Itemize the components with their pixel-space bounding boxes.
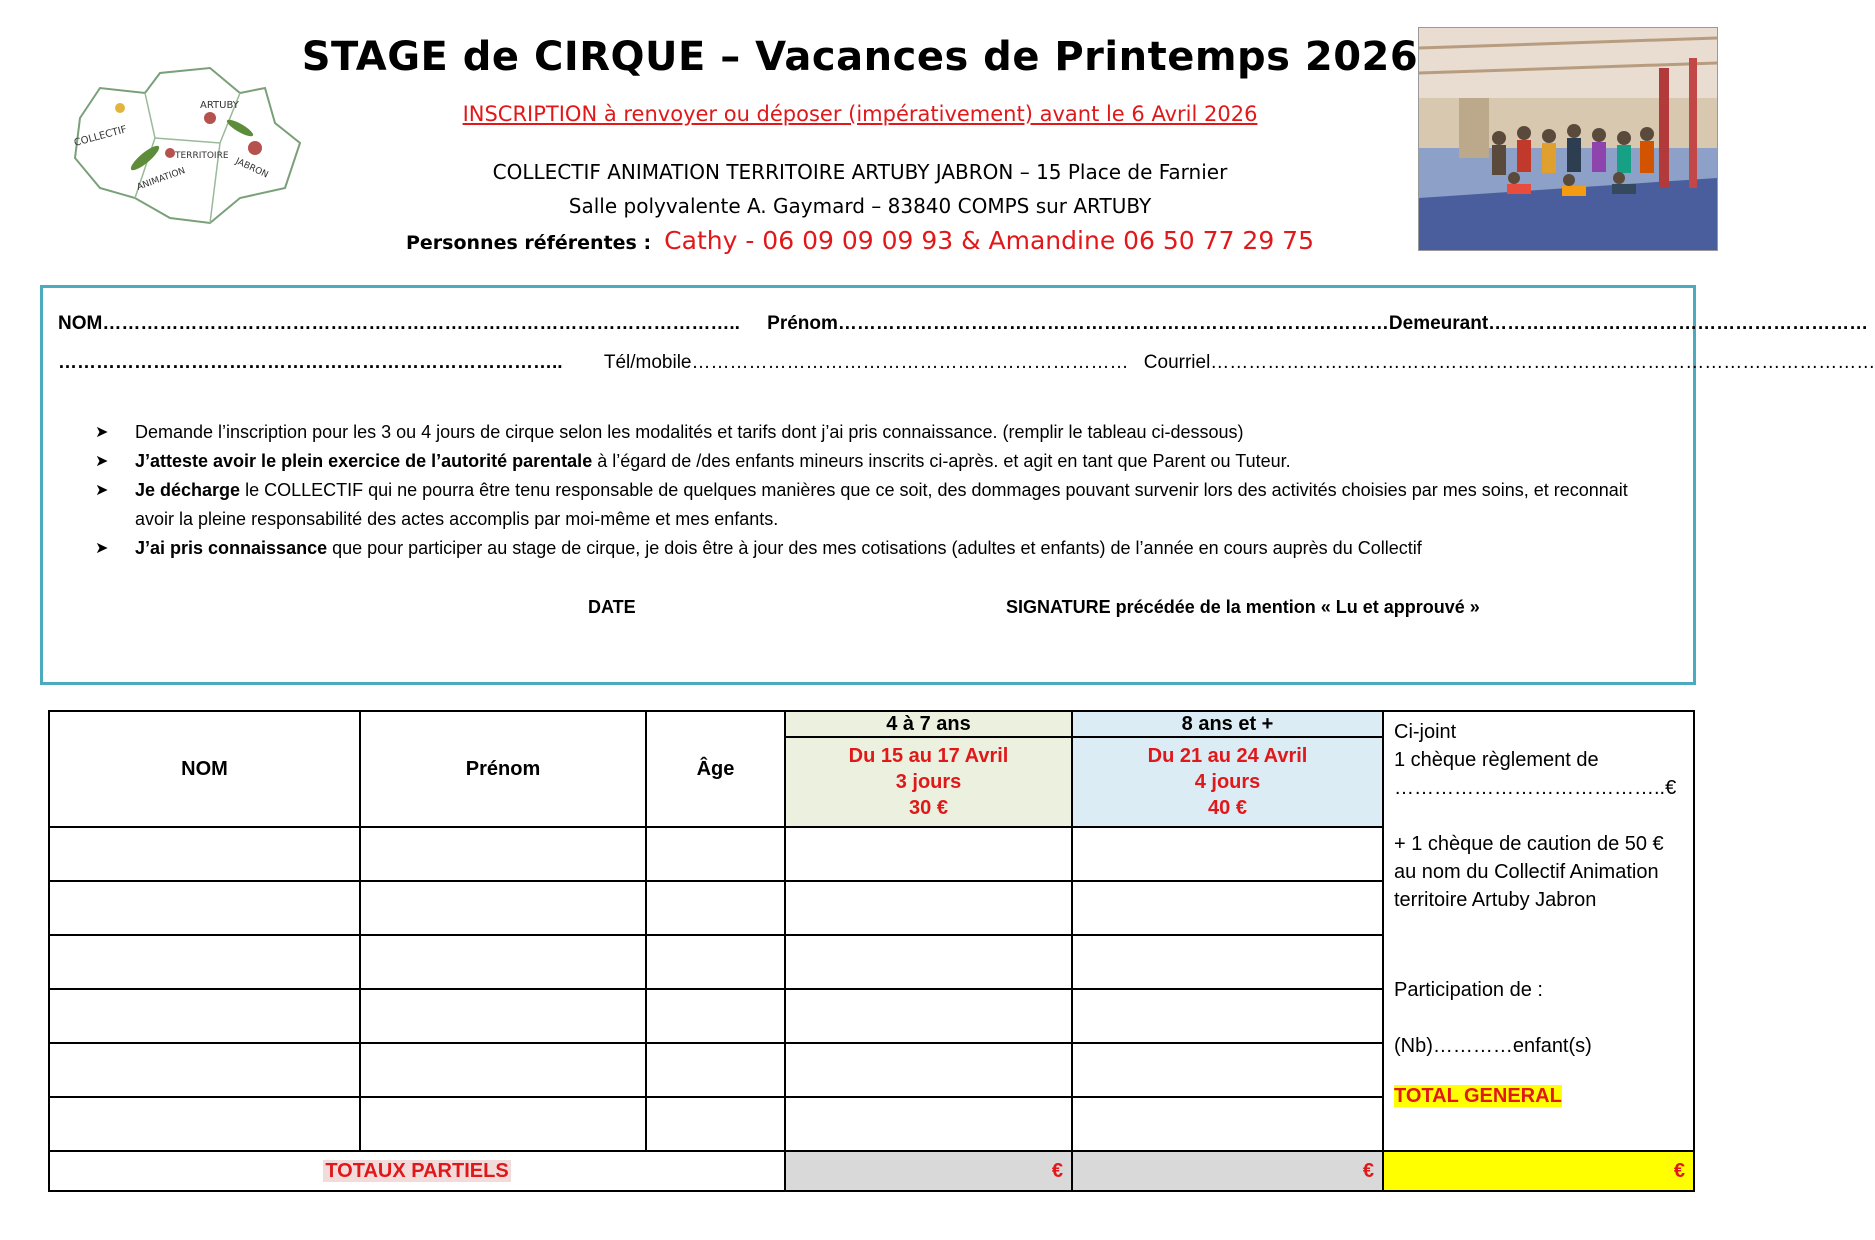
child-prenom-cell[interactable] <box>360 935 646 989</box>
payment-info-panel <box>1383 711 1694 1151</box>
child-prenom-cell[interactable] <box>360 881 646 935</box>
totaux-partiels-label: TOTAUX PARTIELS <box>325 1159 509 1182</box>
session-2-subtotal[interactable]: € <box>1072 1151 1383 1191</box>
declaration-bold: J’ai pris connaissance <box>135 538 328 558</box>
deadline-notice: INSCRIPTION à renvoyer ou déposer (impérativement) avant le 6 Avril 2026 <box>462 102 1258 126</box>
address-field[interactable]: …………………………………………………………………….. <box>58 352 563 373</box>
child-nom-cell[interactable] <box>49 935 360 989</box>
declaration-bold: J’atteste avoir le plein exercice de l’autorité parentale <box>135 451 593 471</box>
child-nom-cell[interactable] <box>49 1097 360 1151</box>
session-1-cell[interactable] <box>785 1043 1072 1097</box>
age-group-4-7: 4 à 7 ans <box>785 711 1072 737</box>
circus-group-photo <box>1418 27 1718 251</box>
grand-total[interactable]: € <box>1383 1151 1694 1191</box>
declaration-list <box>95 418 1655 563</box>
declaration-item <box>95 534 1655 563</box>
signature-label[interactable]: SIGNATURE précédée de la mention « Lu et approuvé » <box>1006 597 1480 617</box>
logo-word: JABRON <box>233 156 270 181</box>
session-2-days: 4 jours <box>1194 771 1261 793</box>
arrow-bullet-icon: ➤ <box>95 540 109 557</box>
session-1-cell[interactable] <box>785 989 1072 1043</box>
declaration-text: le COLLECTIF qui ne pourra être tenu responsable de quelques manières que ce soit, des dommages pouvant survenir lors des activités choisies par mes soins, et reconnait avoir la pleine responsabilité des actes accomplis par moi-même et mes enfants. <box>135 480 1628 529</box>
logo-word: COLLECTIF <box>72 124 129 149</box>
declaration-item <box>95 447 1655 476</box>
logo-word: ANIMATION <box>135 166 187 193</box>
organisation-address-line1: COLLECTIF ANIMATION TERRITOIRE ARTUBY JABRON – 15 Place de Farnier <box>492 160 1228 184</box>
page-title: STAGE de CIRQUE – Vacances de Printemps 2026 <box>301 34 1419 80</box>
courriel-field[interactable]: Courriel…………………………………………………………………………………………… <box>1143 352 1875 373</box>
declaration-text: que pour participer au stage de cirque, je dois être à jour des mes cotisations (adultes et enfants) de l’année en cours auprès du Collectif <box>327 538 1422 558</box>
arrow-bullet-icon: ➤ <box>95 453 109 470</box>
totaux-partiels-cell <box>49 1151 785 1191</box>
session-2-cell[interactable] <box>1072 881 1383 935</box>
session-1-cell[interactable] <box>785 935 1072 989</box>
declaration-bold: Je décharge <box>135 480 241 500</box>
logo-word: TERRITOIRE <box>175 151 229 161</box>
session-1-days: 3 jours <box>895 771 962 793</box>
child-prenom-cell[interactable] <box>360 827 646 881</box>
payment-cheque: 1 chèque règlement de <box>1394 749 1599 771</box>
date-label[interactable]: DATE <box>588 597 636 617</box>
totals-row <box>49 1151 1694 1191</box>
child-nom-cell[interactable] <box>49 881 360 935</box>
session-1-subtotal[interactable]: € <box>785 1151 1072 1191</box>
tel-field[interactable]: Tél/mobile…………………………………………………………… <box>603 352 1129 373</box>
child-prenom-cell[interactable] <box>360 1097 646 1151</box>
session-1-cell[interactable] <box>785 881 1072 935</box>
column-header-prenom: Prénom <box>360 711 646 827</box>
organisation-address-line2: Salle polyvalente A. Gaymard – 83840 COMPS sur ARTUBY <box>568 194 1152 218</box>
column-header-nom: NOM <box>49 711 360 827</box>
child-age-cell[interactable] <box>646 1043 785 1097</box>
payment-ci-joint: Ci-joint <box>1394 721 1457 743</box>
session-1-price: 30 € <box>909 797 948 819</box>
session-2-cell[interactable] <box>1072 1043 1383 1097</box>
session-1-dates: Du 15 au 17 Avril <box>848 745 1009 767</box>
child-age-cell[interactable] <box>646 881 785 935</box>
child-age-cell[interactable] <box>646 935 785 989</box>
child-age-cell[interactable] <box>646 989 785 1043</box>
column-header-age: Âge <box>646 711 785 827</box>
session-2-cell[interactable] <box>1072 827 1383 881</box>
collectif-logo <box>60 48 310 238</box>
declaration-item <box>95 476 1655 534</box>
contact-label: Personnes référentes : <box>405 232 652 254</box>
child-nom-cell[interactable] <box>49 989 360 1043</box>
payment-caution: + 1 chèque de caution de 50 € au nom du Collectif Animation territoire Artuby Jabron <box>1394 833 1664 911</box>
declaration-item <box>95 418 1655 447</box>
age-group-8-plus: 8 ans et + <box>1072 711 1383 737</box>
session-1-cell[interactable] <box>785 827 1072 881</box>
arrow-bullet-icon: ➤ <box>95 482 109 499</box>
declaration-text: Demande l’inscription pour les 3 ou 4 jours de cirque selon les modalités et tarifs dont j’ai pris connaissance. (remplir le tableau ci-dessous) <box>135 422 1244 442</box>
child-nom-cell[interactable] <box>49 827 360 881</box>
session-2-price: 40 € <box>1208 797 1247 819</box>
nom-field[interactable]: NOM……………………………………………………………………………………….. <box>58 313 740 334</box>
child-nom-cell[interactable] <box>49 1043 360 1097</box>
registration-table <box>48 710 1695 1192</box>
contact-line <box>300 226 1420 255</box>
prenom-demeurant-field[interactable]: Prénom……………………………………………………………………………Demeurant…………………………………………………… <box>767 313 1869 334</box>
session-2-dates: Du 21 au 24 Avril <box>1147 745 1308 767</box>
session-2-info <box>1072 737 1383 827</box>
participation-label: Participation de : <box>1394 979 1543 1001</box>
logo-word: ARTUBY <box>200 100 239 111</box>
payment-amount-field[interactable]: …………………………………..€ <box>1394 777 1677 799</box>
declaration-text: à l’égard de /des enfants mineurs inscrits ci-après. et agit en tant que Parent ou Tuteur. <box>592 451 1291 471</box>
contact-phones: Cathy - 06 09 09 09 93 & Amandine 06 50 77 29 75 <box>664 226 1314 255</box>
session-2-cell[interactable] <box>1072 1097 1383 1151</box>
child-prenom-cell[interactable] <box>360 989 646 1043</box>
participation-count-field[interactable]: (Nb)…………enfant(s) <box>1394 1035 1592 1057</box>
child-age-cell[interactable] <box>646 827 785 881</box>
form-line-2 <box>58 352 1875 374</box>
arrow-bullet-icon: ➤ <box>95 424 109 441</box>
session-2-cell[interactable] <box>1072 935 1383 989</box>
total-general-label: TOTAL GENERAL <box>1394 1085 1562 1107</box>
session-2-cell[interactable] <box>1072 989 1383 1043</box>
child-prenom-cell[interactable] <box>360 1043 646 1097</box>
form-line-1 <box>58 313 1868 335</box>
child-age-cell[interactable] <box>646 1097 785 1151</box>
session-1-info <box>785 737 1072 827</box>
session-1-cell[interactable] <box>785 1097 1072 1151</box>
